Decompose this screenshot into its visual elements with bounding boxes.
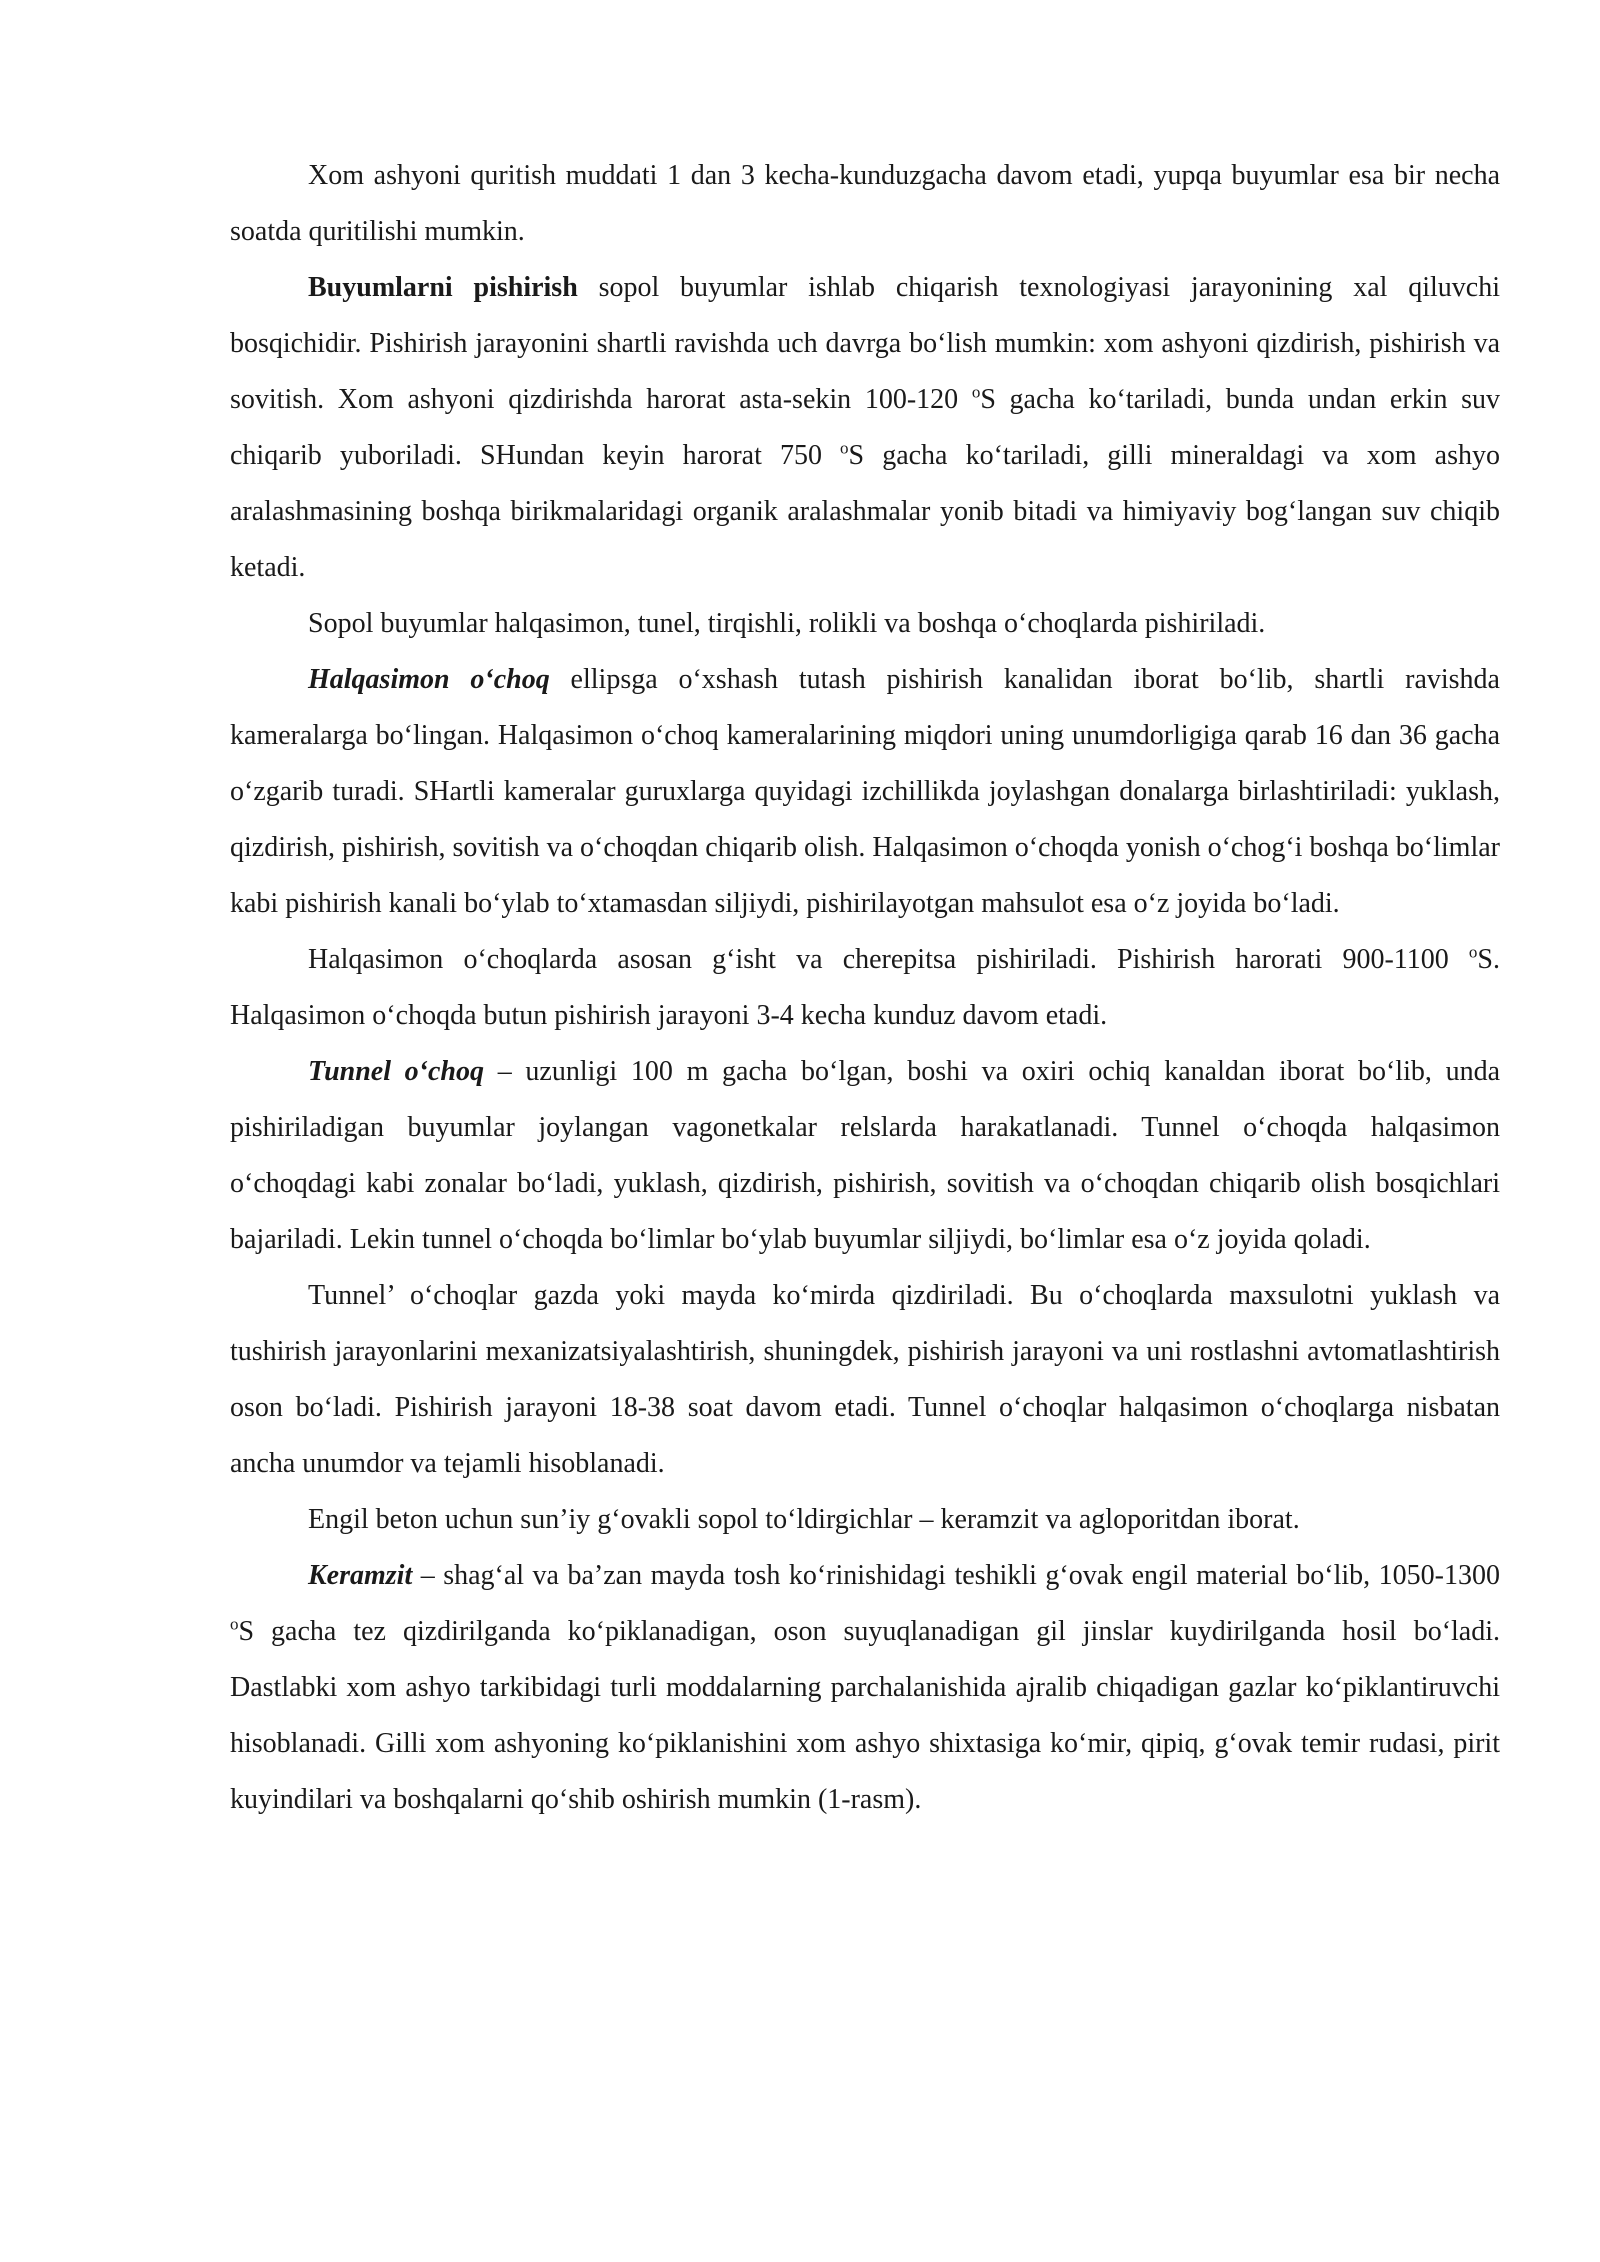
paragraph-lightweight-aggregates — [230, 1492, 1500, 1548]
paragraph-text: S gacha tez qizdirilganda ko‘piklanadigan, oson suyuqlanadigan gil jinslar kuydirilganda hosil bo‘ladi. Dastlabki xom ashyo tarkibidagi turli moddalarning parchalanishida ajralib chiqadigan gazlar ko‘piklantiruvchi hisoblanadi. Gilli xom ashyoning ko‘piklanishini xom ashyo shixtasiga ko‘mir, qipiq, g‘ovak temir rudasi, pirit kuyindilari va boshqalarni qo‘shib oshirish mumkin (1-rasm). — [230, 1616, 1500, 1815]
paragraph-keramzit — [230, 1548, 1500, 1828]
paragraph-tunnel-kiln — [230, 1044, 1500, 1268]
term-ring-kiln: Halqasimon o‘choq — [308, 664, 550, 695]
degree-mark: o — [230, 1614, 239, 1634]
paragraph-text: – uzunligi 100 m gacha bo‘lgan, boshi va oxiri ochiq kanaldan iborat bo‘lib, unda pishiriladigan buyumlar joylangan vagonetkalar relslarda harakatlanadi. Tunnel o‘choqda halqasimon o‘choqdagi kabi zonalar bo‘ladi, yuklash, qizdirish, pishirish, sovitish va o‘choqdan chiqarib olish bosqichlari bajariladi. Lekin tunnel o‘choqda bo‘limlar bo‘ylab buyumlar siljiydi, bo‘limlar esa o‘z joyida qoladi. — [230, 1056, 1500, 1255]
paragraph-ring-kiln — [230, 652, 1500, 932]
paragraph-text: – shag‘al va ba’zan mayda tosh ko‘rinishidagi teshikli g‘ovak engil material bo‘lib, 1050-1300 — [412, 1560, 1500, 1591]
paragraph-text: Engil beton uchun sun’iy g‘ovakli sopol to‘ldirgichlar – keramzit va agloporitdan iborat. — [308, 1504, 1300, 1535]
paragraph-text: sopol buyumlar ishlab chiqarish texnologiyasi jarayonining xal qiluvchi bosqichidir. Pishirish jarayonini shartli ravishda uch davrga bo‘lish mumkin: xom ashyoni qizdirish, pishirish va sovitish. Xom ashyoni qizdirishda harorat asta-sekin 100-120 — [230, 272, 1500, 415]
paragraph-ring-kiln-temperature — [230, 932, 1500, 1044]
paragraph-drying-duration — [230, 148, 1500, 260]
paragraph-text: ellipsga o‘xshash tutash pishirish kanalidan iborat bo‘lib, shartli ravishda kameralarga bo‘lingan. Halqasimon o‘choq kameralarining miqdori uning unumdorligiga qarab 16 dan 36 gacha o‘zgarib turadi. SHartli kameralar guruxlarga quyidagi izchillikda joylashgan donalarga birlashtiriladi: yuklash, qizdirish, pishirish, sovitish va o‘choqdan chiqarib olish. Halqasimon o‘choqda yonish o‘chog‘i boshqa bo‘limlar kabi pishirish kanali bo‘ylab to‘xtamasdan siljiydi, pishirilayotgan mahsulot esa o‘z joyida bo‘ladi. — [230, 664, 1500, 919]
degree-mark: o — [971, 382, 981, 402]
paragraph-tunnel-kiln-fuel — [230, 1268, 1500, 1492]
term-tunnel-kiln: Tunnel o‘choq — [308, 1056, 485, 1087]
paragraph-text: S gacha ko‘tariladi, gilli mineraldagi va xom ashyo aralashmasining boshqa birikmalaridagi organik aralashmalar yonib bitadi va himiyaviy bog‘langan suv chiqib ketadi. — [230, 440, 1500, 583]
term-firing-products: Buyumlarni pishirish — [308, 272, 578, 303]
paragraph-kiln-types — [230, 596, 1500, 652]
paragraph-firing-products — [230, 260, 1500, 596]
paragraph-text: S gacha ko‘tariladi, bunda undan erkin suv chiqarib yuboriladi. SHundan keyin harorat 750 — [230, 384, 1501, 471]
paragraph-text: Tunnel’ o‘choqlar gazda yoki mayda ko‘mirda qizdiriladi. Bu o‘choqlarda maxsulotni yuklash va tushirish jarayonlarini mexanizatsiyalashtirish, shuningdek, pishirish jarayoni va uni rostlashni avtomatlashtirish oson bo‘ladi. Pishirish jarayoni 18-38 soat davom etadi. Tunnel o‘choqlar halqasimon o‘choqlarga nisbatan ancha unumdor va tejamli hisoblanadi. — [230, 1280, 1500, 1479]
paragraph-text: S. Halqasimon o‘choqda butun pishirish jarayoni 3-4 kecha kunduz davom etadi. — [230, 944, 1500, 1031]
document-page — [230, 148, 1500, 1828]
term-keramzit: Keramzit — [308, 1560, 413, 1591]
paragraph-text: Xom ashyoni quritish muddati 1 dan 3 kecha-kunduzgacha davom etadi, yupqa buyumlar esa bir necha soatda quritilishi mumkin. — [230, 160, 1500, 247]
paragraph-text: Halqasimon o‘choqlarda asosan g‘isht va cherepitsa pishiriladi. Pishirish harorati 900-1100 — [308, 944, 1469, 975]
paragraph-text: Sopol buyumlar halqasimon, tunel, tirqishli, rolikli va boshqa o‘choqlarda pishiriladi. — [308, 608, 1266, 639]
degree-mark: o — [1468, 942, 1478, 962]
degree-mark: o — [840, 438, 849, 458]
